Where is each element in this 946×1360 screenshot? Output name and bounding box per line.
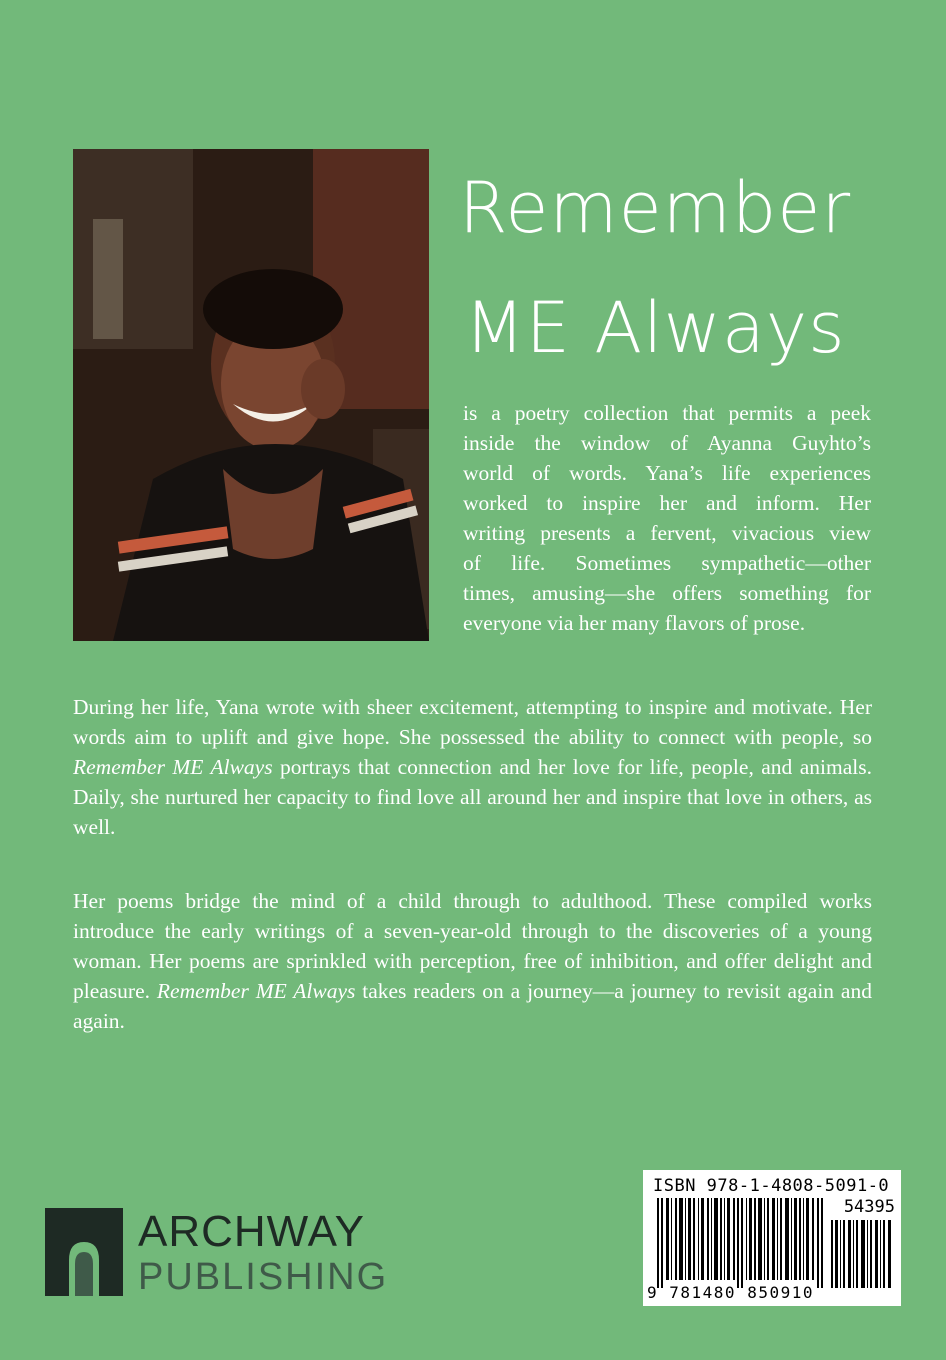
description-paragraph-2 <box>73 692 872 842</box>
blurb-line: times, amusing—she offers something for <box>463 581 871 605</box>
p2-text-end: portrays that connection and her love for life, people, and animals. Daily, she nurtured her capacity to find love all around her and inspire that love in others, as well. <box>73 755 872 839</box>
publisher-name: ARCHWAY <box>138 1207 365 1256</box>
p3-text-end: takes readers on a journey—a journey to revisit again and again. <box>73 979 872 1033</box>
publisher-logo <box>45 1208 425 1308</box>
blurb-line: inside the window of Ayanna Guyhto’s <box>463 431 871 455</box>
description-paragraph-3 <box>73 886 872 1036</box>
p3-text-start: Her poems bridge the mind of a child through to adulthood. These compiled works introduce the early writings of a seven-year-old through to the discoveries of a young woman. Her poems are sprinkled with perception, free of inhibition, and offer delight and pleasure. <box>73 889 872 1003</box>
blurb-paragraph <box>463 398 871 638</box>
barcode-bars <box>657 1198 823 1288</box>
blurb-line: everyone via her many flavors of prose. <box>463 611 806 635</box>
book-title <box>440 148 870 388</box>
p2-text-start: During her life, Yana wrote with sheer excitement, attempting to inspire and motivate. Her words aim to uplift and give hope. She possessed the ability to connect with people, so <box>73 695 872 749</box>
title-line-2: ME Always <box>464 287 846 369</box>
archway-icon <box>45 1208 123 1296</box>
blurb-line: worked to inspire her and inform. Her <box>463 491 871 515</box>
p3-book-title: Remember ME Always <box>156 979 356 1003</box>
blurb-line: of life. Sometimes sympathetic—other <box>463 551 871 575</box>
title-line-1: Remember <box>458 167 852 249</box>
addon-barcode-bars <box>831 1220 893 1288</box>
blurb-line: world of words. Yana’s life experiences <box>463 461 871 485</box>
price-code: 54395 <box>843 1197 895 1217</box>
publisher-sub: PUBLISHING <box>138 1256 389 1298</box>
isbn-text: ISBN 978-1-4808-5091-0 <box>653 1176 890 1196</box>
isbn-barcode <box>643 1170 901 1306</box>
p2-book-title: Remember ME Always <box>73 755 273 779</box>
ean-number: 9 781480 850910 <box>647 1283 814 1302</box>
author-photo <box>73 149 429 641</box>
blurb-line: writing presents a fervent, vivacious view <box>463 521 871 545</box>
blurb-line: is a poetry collection that permits a peek <box>463 401 871 425</box>
